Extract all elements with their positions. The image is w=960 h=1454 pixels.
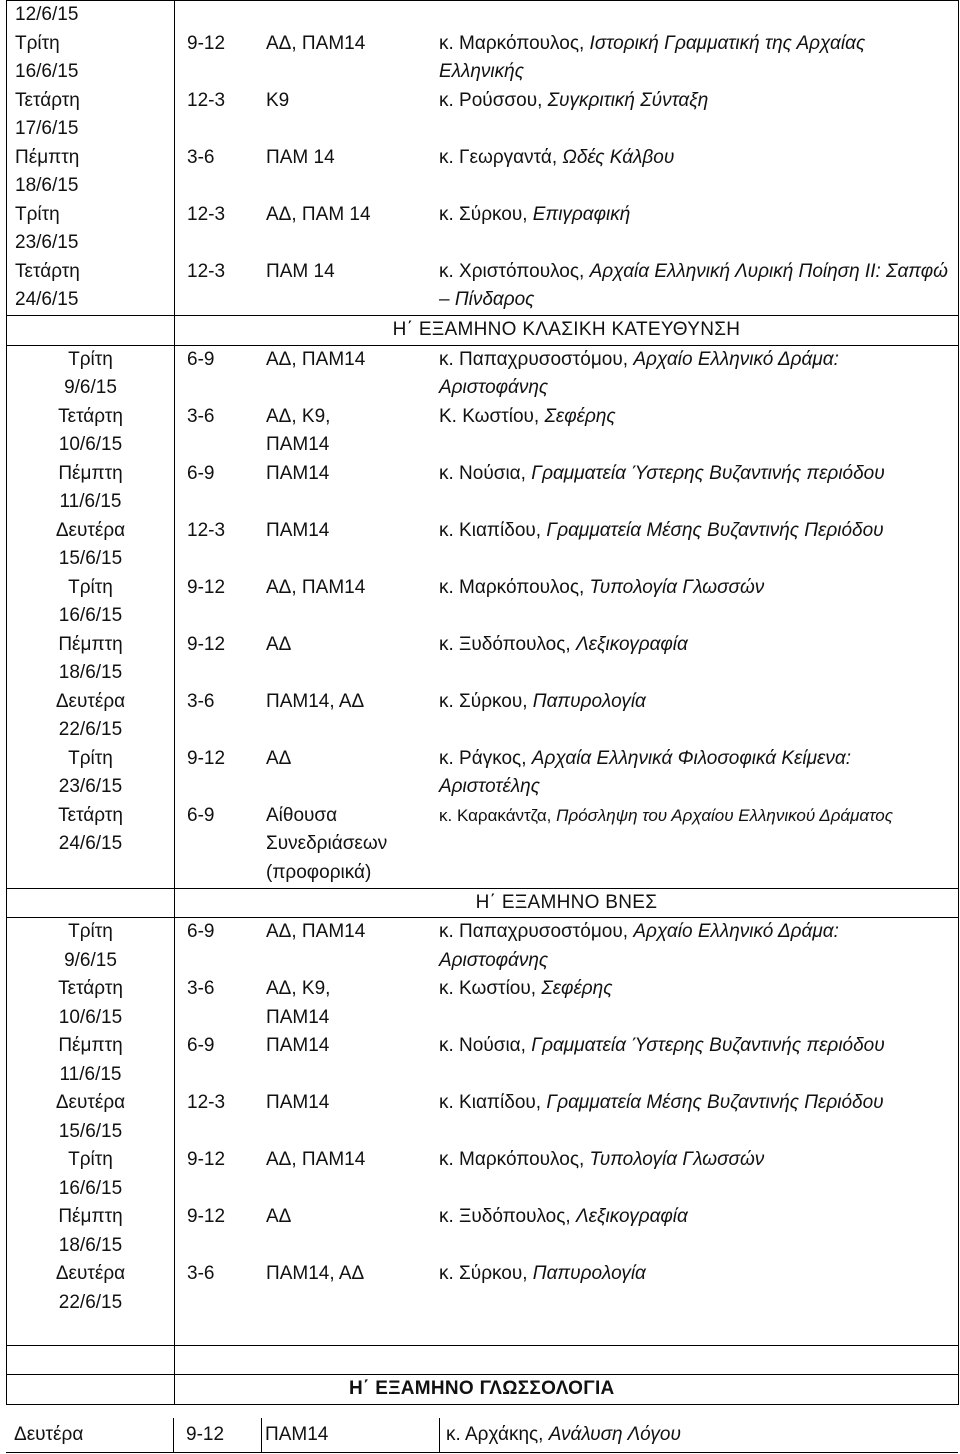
date-text: 22/6/15 xyxy=(58,719,123,740)
room: ΑΔ, ΠΑΜ 14 xyxy=(266,203,371,225)
room: Κ9 xyxy=(266,89,290,111)
professor: κ. Ξυδόπουλος, xyxy=(439,633,576,655)
date-text: 18/6/15 xyxy=(15,175,79,196)
time-slot: 3-6 xyxy=(187,405,215,427)
course xyxy=(440,1418,958,1452)
time-slot: 9-12 xyxy=(174,1418,262,1452)
time-slot: 12-3 xyxy=(187,203,226,225)
day-text: Τετάρτη xyxy=(58,978,123,999)
date-text: 17/6/15 xyxy=(15,118,79,139)
section-heading-classics: Η΄ ΕΞΑΜΗΝΟ ΚΛΑΣΙΚΗ ΚΑΤΕΥΘΥΝΣΗ xyxy=(175,316,959,346)
empty-cell xyxy=(7,888,175,918)
room: ΑΔ xyxy=(266,633,292,655)
date-text: 11/6/15 xyxy=(59,491,122,512)
room: ΠΑΜ14 xyxy=(266,1092,330,1113)
professor: κ. Μαρκόπουλος, xyxy=(439,576,590,598)
room: ΑΔ, ΠΑΜ14 xyxy=(266,1149,366,1170)
professor: κ. Νούσια, xyxy=(439,1035,532,1056)
time-slot: 9-12 xyxy=(187,1206,226,1227)
block1-row xyxy=(7,1,959,316)
course-row xyxy=(175,1146,958,1203)
date-text: 16/6/15 xyxy=(15,61,79,82)
course-row xyxy=(175,745,958,802)
date-text: 10/6/15 xyxy=(58,434,123,455)
date-text: 23/6/15 xyxy=(58,776,123,797)
day-text: Τετάρτη xyxy=(58,804,123,826)
block1-courses xyxy=(175,1,959,316)
course xyxy=(439,30,958,87)
heading-row xyxy=(7,316,959,346)
course xyxy=(439,517,958,574)
course-row xyxy=(175,144,958,201)
course-row xyxy=(175,258,958,315)
course xyxy=(439,1032,958,1089)
empty-row xyxy=(7,1346,959,1375)
course-title: Ωδές Κάλβου xyxy=(562,146,675,168)
course-row xyxy=(175,517,958,574)
course xyxy=(439,87,958,144)
day-text: Τρίτη xyxy=(68,921,113,942)
professor: κ. Μαρκόπουλος, xyxy=(439,32,590,54)
day-text: Πέμπτη xyxy=(58,1206,123,1227)
course-title: Γραμματεία Μέσης Βυζαντινής Περιόδου xyxy=(546,1092,884,1113)
day-text: Τετάρτη xyxy=(58,405,123,427)
professor: κ. Κιαπίδου, xyxy=(439,1092,547,1113)
date-text: 10/6/15 xyxy=(58,1006,123,1028)
room: ΑΔ, ΠΑΜ14 xyxy=(266,348,366,370)
room: ΠΑΜ 14 xyxy=(266,146,335,168)
course xyxy=(439,631,958,688)
course-row xyxy=(175,346,958,403)
date-text: 16/6/15 xyxy=(58,605,123,626)
date-text: 18/6/15 xyxy=(58,662,123,683)
professor: κ. Ξυδόπουλος, xyxy=(439,1206,576,1227)
course-row xyxy=(175,975,958,1032)
room: ΠΑΜ14 xyxy=(266,462,330,484)
day-text: Τετάρτη xyxy=(15,89,80,111)
time-slot: 12-3 xyxy=(187,260,226,282)
course-title: Γραμματεία Ύστερης Βυζαντινής περιόδου xyxy=(531,462,885,484)
date-text: 12/6/15 xyxy=(15,4,79,25)
course-row xyxy=(175,918,958,975)
heading-row xyxy=(7,888,959,918)
day-text: Τετάρτη xyxy=(15,260,80,282)
course-row xyxy=(175,1260,958,1317)
professor: Κ. Κωστίου, xyxy=(439,405,545,427)
time-slot: 9-12 xyxy=(187,32,226,54)
heading-row xyxy=(7,1375,959,1405)
date-text: 23/6/15 xyxy=(15,232,79,253)
course xyxy=(363,403,958,460)
professor: κ. Κιαπίδου, xyxy=(439,519,547,541)
course-title: Αρχαία Ελληνική Λυρική Ποίηση ΙΙ: Σαπφώ – Πίνδαρος xyxy=(439,260,948,310)
course-title: Αρχαίο Ελληνικό Δράμα: Αριστοφάνης xyxy=(439,921,839,971)
course xyxy=(363,975,958,1032)
day-text: Πέμπτη xyxy=(58,1035,123,1056)
exam-schedule-table xyxy=(6,0,959,1405)
time-slot: 6-9 xyxy=(187,804,215,826)
room: ΠΑΜ 14 xyxy=(266,260,335,282)
date-text: 15/6/15 xyxy=(58,548,123,569)
course xyxy=(439,918,958,975)
day-cell xyxy=(7,345,175,888)
course-row xyxy=(175,30,958,87)
course-title: Σεφέρης xyxy=(541,978,613,999)
room: ΠΑΜ14, ΑΔ xyxy=(266,1263,365,1284)
course-title: Παπυρολογία xyxy=(532,1263,646,1284)
course xyxy=(439,258,958,315)
room: ΑΔ, Κ9, ΠΑΜ14 xyxy=(266,978,331,1028)
time-slot: 6-9 xyxy=(187,921,215,942)
time-slot: 6-9 xyxy=(187,348,215,370)
day-text: Πέμπτη xyxy=(58,633,123,655)
time-slot: 12-3 xyxy=(187,1092,226,1113)
course-row xyxy=(175,1203,958,1260)
time-slot: 3-6 xyxy=(187,1263,215,1284)
time-slot: 6-9 xyxy=(187,462,215,484)
professor: κ. Κωστίου, xyxy=(439,978,542,999)
course xyxy=(439,460,958,517)
empty-cell xyxy=(7,316,175,346)
time-slot: 9-12 xyxy=(187,633,226,655)
course xyxy=(439,688,958,745)
day-text: Δευτέρα xyxy=(6,1418,174,1452)
day-cell xyxy=(7,1,175,316)
course-row xyxy=(175,802,958,888)
course-row xyxy=(175,631,958,688)
date-text: 24/6/15 xyxy=(58,833,123,854)
course-title: Τυπολογία Γλωσσών xyxy=(589,1149,765,1170)
block4-row xyxy=(6,1418,958,1453)
course xyxy=(439,1203,958,1260)
professor: κ. Καρακάντζα, xyxy=(439,805,557,825)
room: ΠΑΜ14, ΑΔ xyxy=(266,690,365,712)
course-title: Σεφέρης xyxy=(544,405,616,427)
day-text: Τρίτη xyxy=(15,203,60,225)
empty-cell xyxy=(175,1346,959,1375)
empty-cell xyxy=(7,1346,175,1375)
block2-courses xyxy=(175,345,959,888)
room: ΑΔ xyxy=(266,747,292,769)
room: ΠΑΜ14 xyxy=(262,1418,440,1452)
professor: κ. Νούσια, xyxy=(439,462,532,484)
room: ΑΔ, ΠΑΜ14 xyxy=(266,576,366,598)
course-row xyxy=(175,574,958,631)
course-row xyxy=(175,460,958,517)
course-title: Ανάλυση Λόγου xyxy=(548,1424,681,1445)
time-slot: 3-6 xyxy=(187,978,215,999)
professor: κ. Σύρκου, xyxy=(439,203,533,225)
course-title: Γραμματεία Μέσης Βυζαντινής Περιόδου xyxy=(546,519,884,541)
section-heading-linguistics: Η΄ ΕΞΑΜΗΝΟ ΓΛΩΣΣΟΛΟΓΙΑ xyxy=(175,1375,959,1405)
course xyxy=(439,745,958,802)
professor: κ. Παπαχρυσοστόμου, xyxy=(439,348,634,370)
block2-row xyxy=(7,345,959,888)
date-text: 18/6/15 xyxy=(58,1234,123,1256)
professor: κ. Σύρκου, xyxy=(439,1263,533,1284)
course-title: Λεξικογραφία xyxy=(575,633,688,655)
room: Αίθουσα Συνεδριάσεων (προφορικά) xyxy=(266,804,388,883)
day-text: Πέμπτη xyxy=(15,146,80,168)
course-title: Τυπολογία Γλωσσών xyxy=(589,576,765,598)
day-text: Δευτέρα xyxy=(55,690,126,712)
professor: κ. Σύρκου, xyxy=(439,690,533,712)
professor: κ. Ράγκος, xyxy=(439,747,532,769)
course-row xyxy=(175,1032,958,1089)
course-title: Παπυρολογία xyxy=(532,690,646,712)
professor: κ. Ρούσσου, xyxy=(439,89,548,111)
professor: κ. Παπαχρυσοστόμου, xyxy=(439,921,634,942)
course-row xyxy=(175,1089,958,1146)
course-title: Ιστορική Γραμματική της Αρχαίας Ελληνικής xyxy=(439,32,866,82)
time-slot: 12-3 xyxy=(187,89,226,111)
professor: κ. Αρχάκης, xyxy=(446,1424,549,1445)
date-text: 16/6/15 xyxy=(58,1177,123,1199)
course xyxy=(439,1260,958,1317)
empty-cell xyxy=(7,1375,175,1405)
course-title: Συγκριτική Σύνταξη xyxy=(547,89,709,111)
room: ΑΔ, Κ9, ΠΑΜ14 xyxy=(266,405,331,455)
day-cell xyxy=(7,918,175,1346)
course-row xyxy=(175,688,958,745)
date-text: 9/6/15 xyxy=(64,377,117,398)
course xyxy=(439,574,958,631)
section-heading-bnes: Η΄ ΕΞΑΜΗΝΟ ΒΝΕΣ xyxy=(175,888,959,918)
day-text: Τρίτη xyxy=(68,348,113,370)
day-text: Δευτέρα xyxy=(55,519,126,541)
date-text: 11/6/15 xyxy=(59,1063,122,1085)
course-title: Αρχαία Ελληνικά Φιλοσοφικά Κείμενα: Αριστοτέλης xyxy=(439,747,851,797)
professor: κ. Χριστόπουλος, xyxy=(439,260,590,282)
date-text: 24/6/15 xyxy=(15,289,79,310)
date-text: 9/6/15 xyxy=(64,949,117,971)
room: ΑΔ xyxy=(266,1206,292,1227)
block3-courses xyxy=(175,918,959,1346)
day-text: Τρίτη xyxy=(68,1149,113,1170)
day-text: Δευτέρα xyxy=(55,1092,126,1113)
day-text: Τρίτη xyxy=(15,32,60,54)
professor: κ. Γεωργαντά, xyxy=(439,146,563,168)
time-slot: 9-12 xyxy=(187,1149,226,1170)
day-text: Τρίτη xyxy=(68,576,113,598)
time-slot: 6-9 xyxy=(187,1035,215,1056)
course-row xyxy=(175,201,958,258)
room: ΠΑΜ14 xyxy=(266,1035,330,1056)
room: ΠΑΜ14 xyxy=(266,519,330,541)
room: ΑΔ, ΠΑΜ14 xyxy=(266,921,366,942)
course-title: Γραμματεία Ύστερης Βυζαντινής περιόδου xyxy=(531,1035,885,1056)
course-row xyxy=(175,403,958,460)
course-title: Επιγραφική xyxy=(532,203,631,225)
course xyxy=(439,201,958,258)
room: ΑΔ, ΠΑΜ14 xyxy=(266,32,366,54)
time-slot: 3-6 xyxy=(187,690,215,712)
time-slot: 9-12 xyxy=(187,747,226,769)
course-title: Λεξικογραφία xyxy=(575,1206,688,1227)
course-row xyxy=(175,87,958,144)
course-title: Αρχαίο Ελληνικό Δράμα: Αριστοφάνης xyxy=(439,348,839,398)
day-text: Πέμπτη xyxy=(58,462,123,484)
day-text: Δευτέρα xyxy=(55,1263,126,1284)
date-text: 15/6/15 xyxy=(58,1120,123,1142)
course xyxy=(439,1089,958,1146)
course xyxy=(439,1146,958,1203)
day-text: Τρίτη xyxy=(68,747,113,769)
course xyxy=(439,144,958,201)
course xyxy=(423,802,958,888)
professor: κ. Μαρκόπουλος, xyxy=(439,1149,590,1170)
time-slot: 3-6 xyxy=(187,146,215,168)
block3-row xyxy=(7,918,959,1346)
course-title: Πρόσληψη του Αρχαίου Ελληνικού Δράματος xyxy=(556,805,893,825)
time-slot: 12-3 xyxy=(187,519,226,541)
time-slot: 9-12 xyxy=(187,576,226,598)
date-text: 22/6/15 xyxy=(58,1291,123,1313)
course xyxy=(439,346,958,403)
